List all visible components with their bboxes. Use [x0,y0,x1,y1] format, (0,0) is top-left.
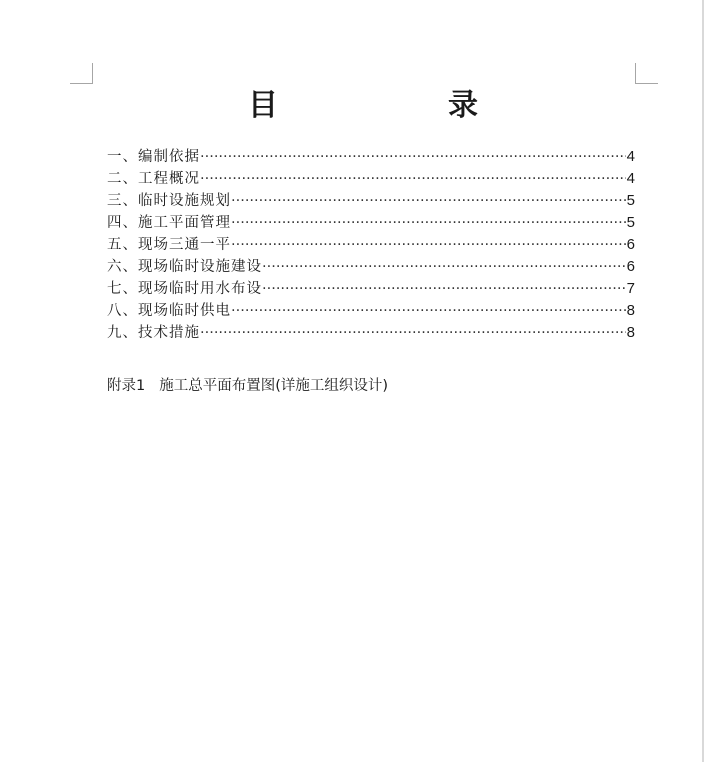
toc-entry-label: 二、工程概况 [107,171,200,187]
toc-leader-dots [231,300,626,322]
toc-title [100,86,630,126]
appendix-line [107,375,388,397]
toc-entry[interactable] [107,212,635,234]
toc-entry[interactable] [107,322,635,344]
toc-entry[interactable] [107,190,635,212]
toc-leader-dots [200,146,626,168]
toc-leader-dots [200,168,626,190]
toc-entry-page: 6 [626,258,635,275]
toc-entry[interactable] [107,146,635,168]
toc-leader-dots [262,278,626,300]
toc-entry[interactable] [107,234,635,256]
toc-entry[interactable] [107,168,635,190]
toc-entry-page: 8 [626,302,635,319]
toc-entry-page: 4 [626,148,635,165]
toc-entry-page: 4 [626,170,635,187]
toc-entry-label: 五、现场三通一平 [107,237,231,253]
toc-entry-label: 一、编制依据 [107,149,200,165]
toc-entry-label: 八、现场临时供电 [107,303,231,319]
appendix-label: 附录1 [107,378,146,394]
toc-entry[interactable] [107,300,635,322]
toc-entry-page: 6 [626,236,635,253]
toc-entry-page: 8 [626,324,635,341]
toc-leader-dots [231,234,626,256]
toc-entry-page: 5 [626,192,635,209]
margin-corner-mark-top-left [70,63,93,84]
appendix-text: 施工总平面布置图(详施工组织设计) [159,378,389,394]
toc-title-char-1: 目 [248,88,278,123]
toc-entry-label: 六、现场临时设施建设 [107,259,262,275]
margin-corner-mark-top-right [635,63,658,84]
toc-entry-label: 三、临时设施规划 [107,193,231,209]
toc-title-char-2: 录 [448,88,478,123]
toc-entry[interactable] [107,278,635,300]
toc-leader-dots [200,322,626,344]
toc-entry-label: 九、技术措施 [107,325,200,341]
toc-entry-page: 5 [626,214,635,231]
toc-entry-page: 7 [626,280,635,297]
toc-entry-label: 七、现场临时用水布设 [107,281,262,297]
toc-leader-dots [262,256,626,278]
toc-leader-dots [231,212,626,234]
toc-entry-label: 四、施工平面管理 [107,215,231,231]
toc-entry[interactable] [107,256,635,278]
toc-leader-dots [231,190,626,212]
toc-list [107,146,635,344]
